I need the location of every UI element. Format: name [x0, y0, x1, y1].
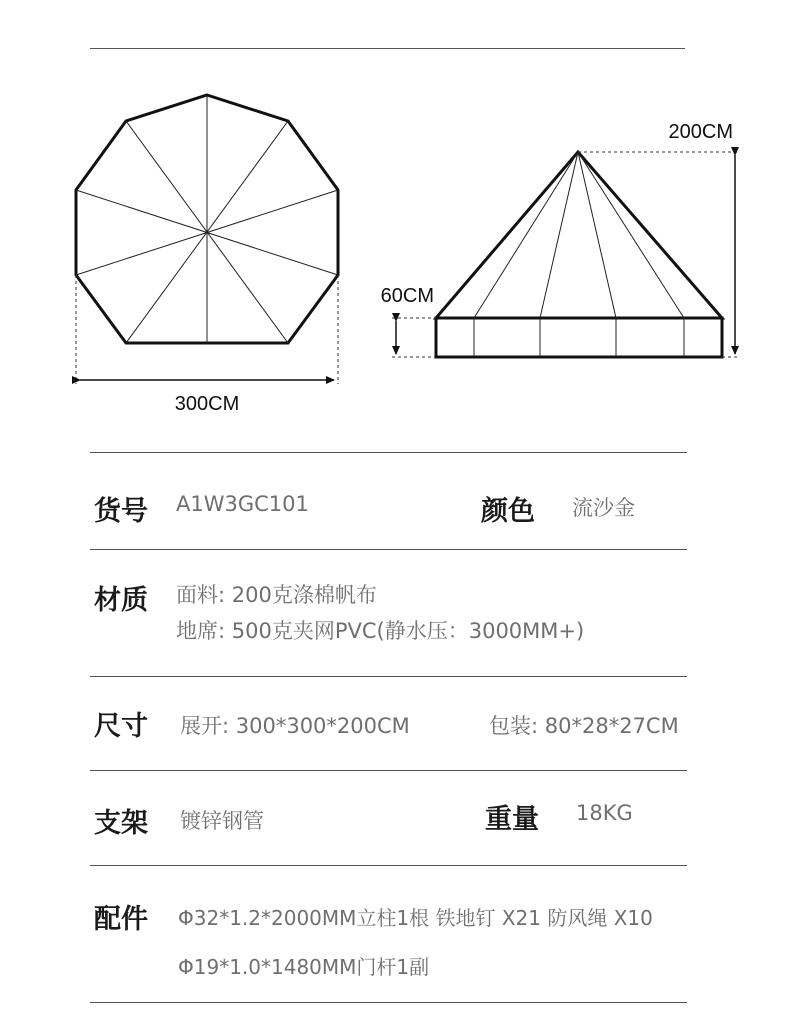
spec-divider-2	[90, 549, 687, 550]
spec-divider-6	[90, 1002, 687, 1003]
tent-dimension-diagram	[0, 0, 790, 430]
spec-divider-4	[90, 770, 687, 771]
weight-value: 18KG	[576, 801, 633, 825]
wall-height-label: 60CM	[380, 285, 434, 307]
spec-divider-3	[90, 676, 687, 677]
size-unfolded: 展开: 300*300*200CM	[180, 714, 410, 738]
spec-divider-5	[90, 865, 687, 866]
weight-label: 重量	[485, 804, 539, 835]
material-floor: 地席: 500克夹网PVC(静水压：3000MM+)	[176, 619, 585, 643]
frame-value: 镀锌钢管	[180, 809, 264, 833]
tent-roof-profile	[436, 152, 722, 318]
accessories-label: 配件	[94, 904, 148, 935]
height-extension-lines	[392, 152, 738, 357]
tent-roof-seams	[76, 95, 338, 343]
tent-side-seams	[474, 152, 684, 357]
color-label: 颜色	[481, 496, 535, 527]
tent-top-view	[76, 95, 338, 415]
height-label: 200CM	[668, 121, 733, 143]
accessories-line-1: Φ32*1.2*2000MM立柱1根 铁地钉 X21 防风绳 X10	[178, 906, 653, 930]
accessories-line-2: Φ19*1.0*1480MM门杆1副	[178, 955, 430, 979]
item-no-label: 货号	[94, 496, 148, 527]
tent-side-view	[381, 121, 738, 357]
frame-label: 支架	[94, 808, 148, 839]
item-no-value: A1W3GC101	[176, 492, 309, 516]
size-label: 尺寸	[94, 711, 148, 742]
spec-divider-1	[90, 452, 687, 453]
size-packed: 包装: 80*28*27CM	[489, 714, 679, 738]
material-fabric: 面料: 200克涤棉帆布	[176, 583, 377, 607]
width-label: 300CM	[174, 393, 240, 415]
material-label: 材质	[94, 585, 148, 616]
color-value: 流沙金	[572, 496, 635, 520]
tent-wall-profile	[436, 318, 722, 357]
